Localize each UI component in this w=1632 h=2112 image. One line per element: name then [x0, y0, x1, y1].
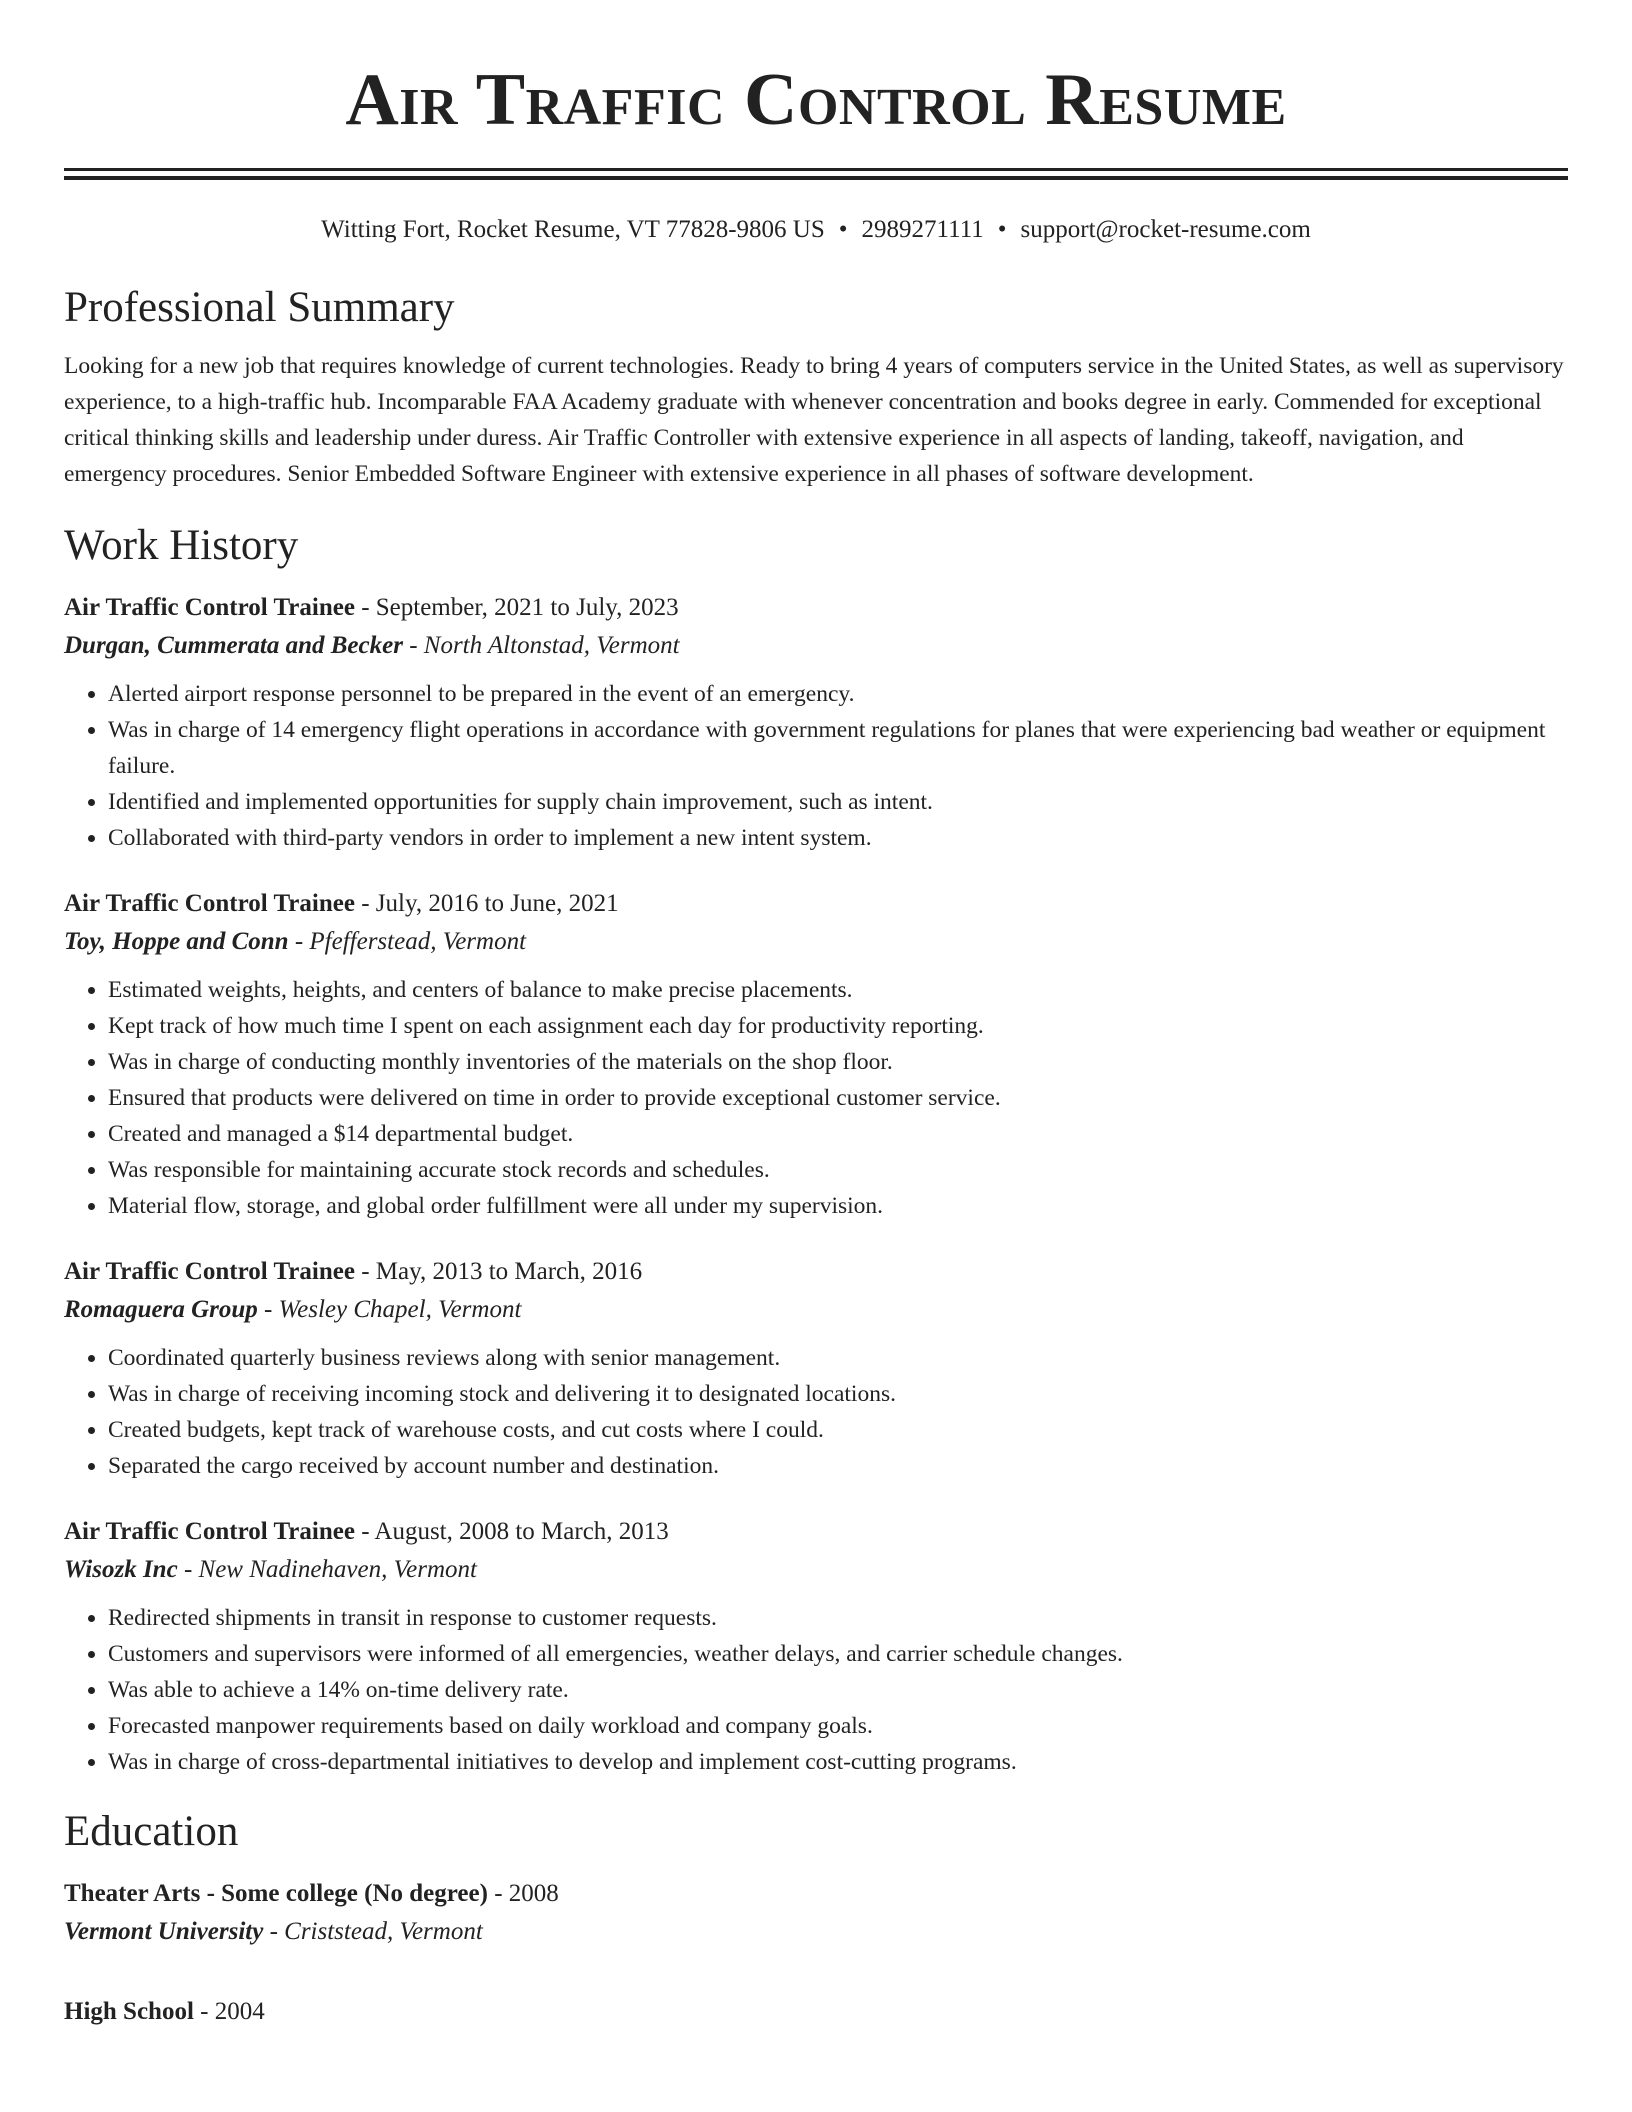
job-title-line [64, 1514, 1568, 1550]
education-entry [64, 1994, 1568, 2030]
contact-line [64, 214, 1568, 246]
job-company-line [64, 1550, 1568, 1590]
education-school-line [64, 1912, 1568, 1952]
title-double-rule [64, 168, 1568, 180]
job-bullet: • Kept track of how much time I spent on each assignment each day for productivity reporting. [108, 1008, 1568, 1044]
job-bullet: • Ensured that products were delivered on time in order to provide exceptional customer service. [108, 1080, 1568, 1116]
job-location: - Wesley Chapel, Vermont [257, 1296, 522, 1323]
job-company: Toy, Hoppe and Conn [64, 928, 289, 955]
job-bullet: • Was in charge of cross-departmental initiatives to develop and implement cost-cutting programs. [108, 1744, 1568, 1780]
job-dates: - August, 2008 to March, 2013 [354, 1518, 669, 1545]
job-bullet: • Alerted airport response personnel to be prepared in the event of an emergency. [108, 676, 1568, 712]
summary-heading: Professional Summary [64, 284, 455, 331]
job-bullet: • Redirected shipments in transit in response to customer requests. [108, 1600, 1568, 1636]
job-bullets [64, 1600, 1568, 1780]
job-dates: - September, 2021 to July, 2023 [354, 594, 679, 621]
job-title-line [64, 590, 1568, 626]
resume-title: Air Traffic Control Resume [345, 59, 1287, 141]
job-bullet: • Separated the cargo received by account number and destination. [108, 1448, 1568, 1484]
contact-email: support@rocket-resume.com [1020, 216, 1311, 243]
job-bullets [64, 1340, 1568, 1484]
education-degree-line [64, 1876, 1568, 1912]
job-entry [64, 886, 1568, 1224]
job-bullet: • Was in charge of conducting monthly inventories of the materials on the shop floor. [108, 1044, 1568, 1080]
contact-separator: • [997, 216, 1007, 243]
job-bullet: • Created budgets, kept track of warehouse costs, and cut costs where I could. [108, 1412, 1568, 1448]
education-entry [64, 1876, 1568, 1952]
work-history-section [64, 520, 1568, 1780]
job-entry [64, 1254, 1568, 1484]
job-company: Romaguera Group [64, 1296, 258, 1323]
job-bullet: • Was in charge of receiving incoming stock and delivering it to designated locations. [108, 1376, 1568, 1412]
education-degree-line [64, 1994, 1568, 2030]
job-entry [64, 1514, 1568, 1780]
job-title: Air Traffic Control Trainee [64, 890, 355, 917]
job-bullet: • Coordinated quarterly business reviews along with senior management. [108, 1340, 1568, 1376]
education-section [64, 1806, 1568, 2030]
job-bullet: • Identified and implemented opportunities for supply chain improvement, such as intent. [108, 784, 1568, 820]
job-company-line [64, 626, 1568, 666]
job-bullet: • Estimated weights, heights, and centers of balance to make precise placements. [108, 972, 1568, 1008]
job-bullet: • Was responsible for maintaining accurate stock records and schedules. [108, 1152, 1568, 1188]
professional-summary-section [64, 282, 1568, 492]
education-heading: Education [64, 1808, 239, 1855]
education-school: Vermont University [64, 1918, 264, 1945]
job-bullet: • Customers and supervisors were informed of all emergencies, weather delays, and carrier schedule changes. [108, 1636, 1568, 1672]
job-location: - Pfefferstead, Vermont [288, 928, 527, 955]
job-title-line [64, 1254, 1568, 1290]
job-title: Air Traffic Control Trainee [64, 1258, 355, 1285]
education-year: - 2008 [487, 1880, 559, 1907]
contact-phone: 2989271111 [861, 216, 984, 243]
job-bullet: • Created and managed a $14 departmental budget. [108, 1116, 1568, 1152]
job-bullet: • Collaborated with third-party vendors in order to implement a new intent system. [108, 820, 1568, 856]
job-dates: - July, 2016 to June, 2021 [354, 890, 619, 917]
job-bullet: • Material flow, storage, and global order fulfillment were all under my supervision. [108, 1188, 1568, 1224]
contact-separator: • [838, 216, 848, 243]
job-company: Durgan, Cummerata and Becker [64, 632, 403, 659]
job-company-line [64, 1290, 1568, 1330]
job-title: Air Traffic Control Trainee [64, 594, 355, 621]
education-location: - Criststead, Vermont [263, 1918, 483, 1945]
job-entry [64, 590, 1568, 856]
job-bullet: • Forecasted manpower requirements based on daily workload and company goals. [108, 1708, 1568, 1744]
job-bullets [64, 676, 1568, 856]
job-bullets [64, 972, 1568, 1224]
education-degree: High School [64, 1998, 194, 2025]
job-title-line [64, 886, 1568, 922]
job-title: Air Traffic Control Trainee [64, 1518, 355, 1545]
job-location: - North Altonstad, Vermont [402, 632, 680, 659]
job-dates: - May, 2013 to March, 2016 [354, 1258, 643, 1285]
job-bullet: • Was in charge of 14 emergency flight operations in accordance with government regulations for planes that were experiencing bad weather or equipment failure. [108, 712, 1568, 784]
contact-address: Witting Fort, Rocket Resume, VT 77828-9806 US [321, 216, 825, 243]
education-degree: Theater Arts - Some college (No degree) [64, 1880, 488, 1907]
education-year: - 2004 [193, 1998, 265, 2025]
job-bullet: • Was able to achieve a 14% on-time delivery rate. [108, 1672, 1568, 1708]
work-history-heading: Work History [64, 522, 299, 569]
summary-text: Looking for a new job that requires knowledge of current technologies. Ready to bring 4 years of computers service in the United States, as well as supervisory experience, to a high-traffic hub. Incomparable FAA Academy graduate with whenever concentration and books degree in early. Commended for exceptional critical thinking skills and leadership under duress. Air Traffic Controller with extensive experience in all aspects of landing, takeoff, navigation, and emergency procedures. Senior Embedded Software Engineer with extensive experience in all phases of software development. [64, 353, 1564, 487]
job-company: Wisozk Inc [64, 1556, 178, 1583]
job-company-line [64, 922, 1568, 962]
job-location: - New Nadinehaven, Vermont [177, 1556, 477, 1583]
